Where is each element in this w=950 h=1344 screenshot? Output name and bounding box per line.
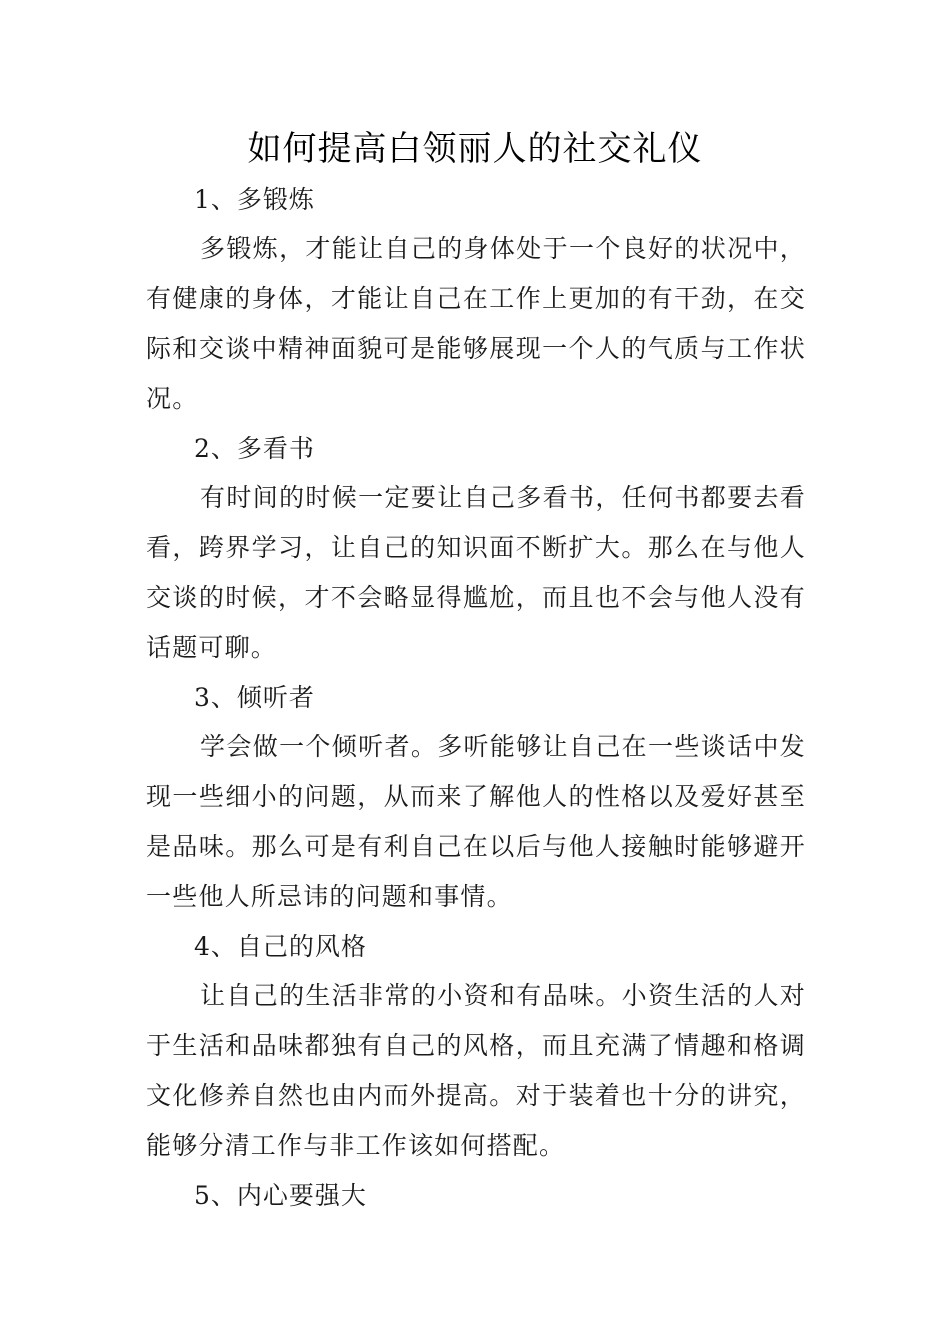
section-body-3: 学会做一个倾听者。多听能够让自己在一些谈话中发现一些细小的问题，从而来了解他人的性格以及爱好甚至是品味。那么可是有利自己在以后与他人接触时能够避开一些他人所忌讳的问题和事情。 bbox=[146, 732, 806, 911]
section-body-2: 有时间的时候一定要让自己多看书，任何书都要去看看，跨界学习，让自己的知识面不断扩大。那么在与他人交谈的时候，才不会略显得尴尬，而且也不会与他人没有话题可聊。 bbox=[146, 483, 806, 662]
section-heading-4: 4、自己的风格 bbox=[194, 932, 367, 961]
section-heading-5: 5、内心要强大 bbox=[194, 1181, 367, 1210]
document-title: 如何提高白领丽人的社交礼仪 bbox=[247, 129, 703, 169]
section-body-1: 多锻炼，才能让自己的身体处于一个良好的状况中，有健康的身体，才能让自己在工作上更加的有干劲，在交际和交谈中精神面貌可是能够展现一个人的气质与工作状况。 bbox=[146, 234, 806, 413]
section-heading-2: 2、多看书 bbox=[194, 434, 315, 463]
section-heading-1: 1、多锻炼 bbox=[194, 185, 315, 214]
section-body-4: 让自己的生活非常的小资和有品味。小资生活的人对于生活和品味都独有自己的风格，而且充满了情趣和格调文化修养自然也由内而外提高。对于装着也十分的讲究，能够分清工作与非工作该如何搭配。 bbox=[146, 981, 806, 1160]
section-heading-3: 3、倾听者 bbox=[194, 683, 315, 712]
